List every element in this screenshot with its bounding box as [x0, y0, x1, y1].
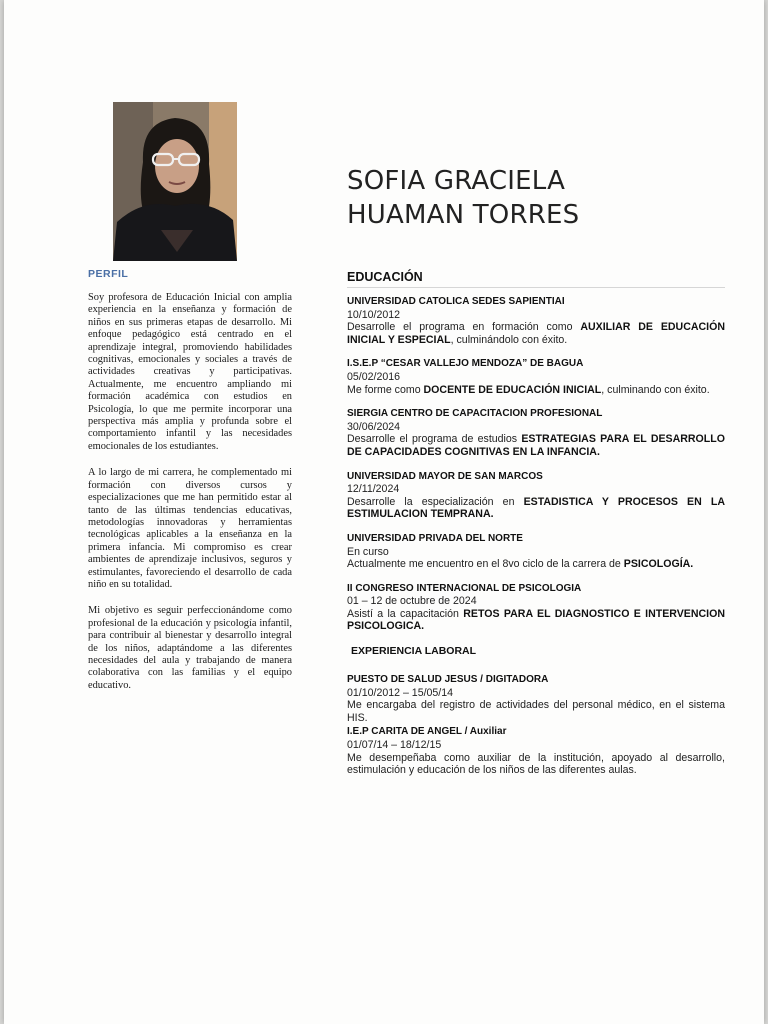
education-entry [347, 471, 725, 521]
profile-photo [113, 102, 237, 261]
job-title: PUESTO DE SALUD JESUS / DIGITADORA [347, 674, 549, 686]
entry-date: 10/10/2012 [347, 308, 401, 321]
entry-description: Desarrolle la especialización en ESTADISTICA Y PROCESOS EN LA ESTIMULACION TEMPRANA. [347, 495, 725, 521]
resume-page [4, 0, 764, 1024]
entry-date: 30/06/2024 [347, 420, 401, 433]
name-line-1: SOFIA GRACIELA [347, 166, 566, 196]
entry-date: 05/02/2016 [347, 370, 401, 383]
education-entry [347, 358, 725, 396]
institution-name: UNIVERSIDAD CATOLICA SEDES SAPIENTIAI [347, 296, 565, 307]
entry-description: Asistí a la capacitación RETOS PARA EL DIAGNOSTICO E INTERVENCION PSICOLOGICA. [347, 607, 726, 633]
entry-date: En curso [347, 545, 389, 558]
experience-heading: EXPERIENCIA LABORAL [351, 645, 477, 658]
entry-description: Desarrolle el programa en formación como AUXILIAR DE EDUCACIÓN INICIAL Y ESPECIAL, culminándolo con éxito. [347, 321, 725, 346]
profile-paragraph: Soy profesora de Educación Inicial con amplia experiencia en la enseñanza y formación de niños en sus primeras etapas de desarrollo. Mi enfoque pedagógico está centrado en el aprendizaje integral, promoviendo habilidades cognitivas, emocionales y sociales a través de actividades creativas y participativas. Actualmente, me encuentro ampliando mi formación académica con estudios en Psicología, lo que me permite incorporar una perspectiva más amplia y profunda sobre el comportamiento infantil y las necesidades emocionales de los estudiantes. [88, 292, 292, 452]
entry-description: Me desempeñaba como auxiliar de la institución, apoyado al desarrollo, estimulación y educación de los niños de las diferentes aulas. [347, 751, 725, 777]
entry-description: Actualmente me encuentro en el 8vo ciclo de la carrera de PSICOLOGÍA. [347, 558, 694, 571]
profile-section [88, 268, 292, 706]
education-heading: EDUCACIÓN [347, 270, 725, 288]
entry-date: 01/10/2012 – 15/05/14 [347, 686, 454, 699]
profile-heading: PERFIL [88, 268, 129, 280]
institution-name: SIERGIA CENTRO DE CAPACITACION PROFESIONAL [347, 408, 603, 420]
experience-entry [347, 726, 725, 776]
institution-name: UNIVERSIDAD PRIVADA DEL NORTE [347, 532, 523, 544]
profile-paragraph: A lo largo de mi carrera, he complementado mi formación con diversos cursos y especializaciones que me han permitido estar al tanto de las últimas tendencias educativas, metodologías innovadoras y herramientas tecnológicas aplicables a la enseñanza en la primera infancia. Mi compromiso es crear ambientes de aprendizaje inclusivos, seguros y estimulantes, favoreciendo el desarrollo de cada niño en su totalidad. [88, 467, 292, 590]
entry-description: Me forme como DOCENTE DE EDUCACIÓN INICIAL, culminando con éxito. [347, 383, 710, 396]
entry-date: 12/11/2024 [347, 483, 400, 496]
education-entry [347, 296, 725, 346]
entry-description: Desarrolle el programa de estudios ESTRATEGIAS PARA EL DESARROLLO DE CAPACIDADES COGNITIVAS EN LA INFANCIA. [347, 433, 725, 458]
entry-description: Me encargaba del registro de actividades del personal médico, en el sistema HIS. [347, 699, 725, 724]
full-name [347, 164, 579, 232]
experience-entry [347, 674, 725, 724]
education-entry [347, 533, 725, 571]
institution-name: II CONGRESO INTERNACIONAL DE PSICOLOGIA [347, 582, 582, 594]
job-title: I.E.P CARITA DE ANGEL / Auxiliar [347, 726, 507, 738]
main-column [347, 270, 725, 789]
institution-name: I.S.E.P “CESAR VALLEJO MENDOZA” DE BAGUA [347, 358, 584, 370]
entry-date: 01/07/14 – 18/12/15 [347, 739, 442, 752]
education-entry [347, 583, 725, 633]
profile-paragraph: Mi objetivo es seguir perfeccionándome como profesional de la educación y psicología infantil, para contribuir al bienestar y desarrollo integral de los niños, adaptándome a las diferentes necesidades del aula y trabajando de manera colaborativa con las familias y el equipo educativo. [88, 605, 292, 691]
education-entry [347, 408, 725, 458]
entry-date: 01 – 12 de octubre de 2024 [347, 595, 477, 608]
institution-name: UNIVERSIDAD MAYOR DE SAN MARCOS [347, 470, 543, 482]
name-line-2: HUAMAN TORRES [347, 200, 580, 230]
